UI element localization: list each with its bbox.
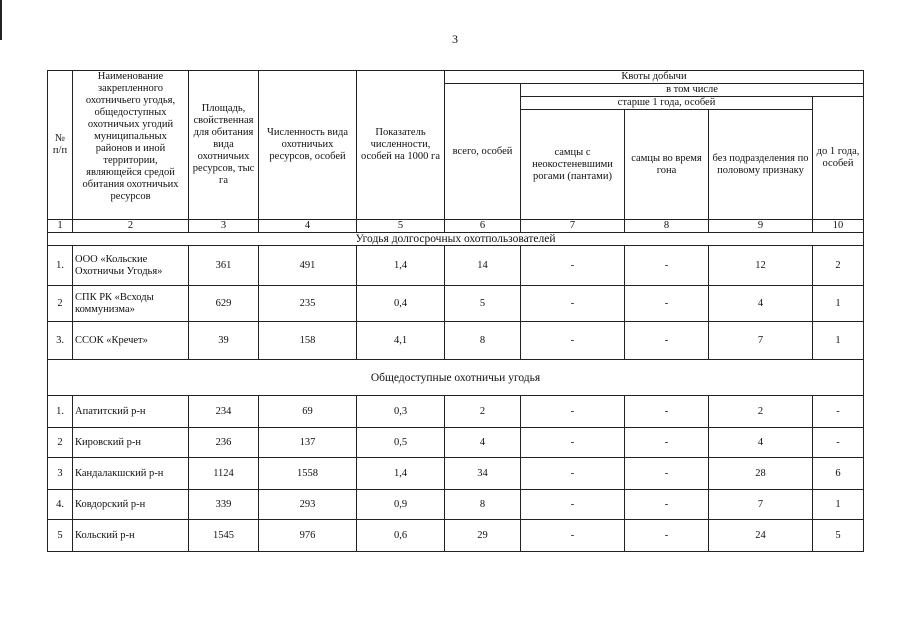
cell-area: 1124 bbox=[189, 458, 259, 490]
cell-count: 293 bbox=[259, 490, 357, 520]
cell-count: 235 bbox=[259, 286, 357, 322]
cell-total: 8 bbox=[445, 490, 521, 520]
cell-young: - bbox=[813, 428, 864, 458]
cell-name: Кировский р-н bbox=[73, 428, 189, 458]
cell-area: 629 bbox=[189, 286, 259, 322]
col-number: 2 bbox=[73, 220, 189, 233]
cell-num: 4. bbox=[48, 490, 73, 520]
cell-name: ССОК «Кречет» bbox=[73, 322, 189, 360]
cell-young: 1 bbox=[813, 322, 864, 360]
header-nosex: без подразделения по половому признаку bbox=[709, 110, 813, 220]
header-count: Численность вида охотничьих ресурсов, особей bbox=[259, 71, 357, 220]
cell-rut: - bbox=[625, 428, 709, 458]
table-row bbox=[48, 246, 864, 286]
scan-edge-mark bbox=[0, 0, 2, 40]
cell-nosex: 2 bbox=[709, 396, 813, 428]
cell-rut: - bbox=[625, 458, 709, 490]
cell-rut: - bbox=[625, 396, 709, 428]
cell-total: 2 bbox=[445, 396, 521, 428]
col-number: 4 bbox=[259, 220, 357, 233]
cell-count: 1558 bbox=[259, 458, 357, 490]
cell-num: 3 bbox=[48, 458, 73, 490]
cell-count: 137 bbox=[259, 428, 357, 458]
cell-density: 4,1 bbox=[357, 322, 445, 360]
col-number: 5 bbox=[357, 220, 445, 233]
cell-nosex: 4 bbox=[709, 428, 813, 458]
col-number: 7 bbox=[521, 220, 625, 233]
col-number: 9 bbox=[709, 220, 813, 233]
cell-rut: - bbox=[625, 322, 709, 360]
cell-total: 5 bbox=[445, 286, 521, 322]
cell-rut: - bbox=[625, 490, 709, 520]
cell-total: 29 bbox=[445, 520, 521, 552]
cell-num: 2 bbox=[48, 428, 73, 458]
cell-antlers: - bbox=[521, 490, 625, 520]
table-row bbox=[48, 428, 864, 458]
column-number-row bbox=[48, 220, 864, 233]
cell-area: 1545 bbox=[189, 520, 259, 552]
cell-young: 6 bbox=[813, 458, 864, 490]
header-density: Показатель численности, особей на 1000 га bbox=[357, 71, 445, 220]
cell-nosex: 4 bbox=[709, 286, 813, 322]
cell-nosex: 7 bbox=[709, 490, 813, 520]
cell-antlers: - bbox=[521, 458, 625, 490]
header-rut: самцы во время гона bbox=[625, 110, 709, 220]
section-title-longterm: Угодья долгосрочных охотпользователей bbox=[48, 233, 864, 246]
cell-area: 39 bbox=[189, 322, 259, 360]
header-quotas: Квоты добычи bbox=[445, 71, 864, 84]
cell-density: 0,3 bbox=[357, 396, 445, 428]
header-name: Наименование закрепленного охотничьего угодья, общедоступных охотничьих угодий муниципальных районов и иной территории, являющейся средой обитания охотничьих ресурсов bbox=[73, 71, 189, 220]
cell-rut: - bbox=[625, 246, 709, 286]
cell-rut: - bbox=[625, 520, 709, 552]
header-total: всего, особей bbox=[445, 84, 521, 220]
cell-area: 234 bbox=[189, 396, 259, 428]
cell-count: 976 bbox=[259, 520, 357, 552]
cell-antlers: - bbox=[521, 396, 625, 428]
cell-young: - bbox=[813, 396, 864, 428]
cell-density: 0,5 bbox=[357, 428, 445, 458]
cell-count: 69 bbox=[259, 396, 357, 428]
col-number: 10 bbox=[813, 220, 864, 233]
header-num: № п/п bbox=[48, 71, 73, 220]
page-number: 3 bbox=[452, 32, 458, 46]
cell-count: 158 bbox=[259, 322, 357, 360]
cell-nosex: 7 bbox=[709, 322, 813, 360]
section-title-public: Общедоступные охотничьи угодья bbox=[48, 360, 864, 396]
cell-count: 491 bbox=[259, 246, 357, 286]
cell-young: 1 bbox=[813, 490, 864, 520]
cell-antlers: - bbox=[521, 246, 625, 286]
header-row-1 bbox=[48, 71, 864, 84]
cell-area: 339 bbox=[189, 490, 259, 520]
cell-area: 361 bbox=[189, 246, 259, 286]
cell-num: 3. bbox=[48, 322, 73, 360]
cell-nosex: 28 bbox=[709, 458, 813, 490]
cell-rut: - bbox=[625, 286, 709, 322]
section-title-row bbox=[48, 233, 864, 246]
cell-density: 0,9 bbox=[357, 490, 445, 520]
table-row bbox=[48, 286, 864, 322]
cell-name: Апатитский р-н bbox=[73, 396, 189, 428]
cell-total: 4 bbox=[445, 428, 521, 458]
cell-antlers: - bbox=[521, 286, 625, 322]
cell-nosex: 24 bbox=[709, 520, 813, 552]
col-number: 3 bbox=[189, 220, 259, 233]
table-row bbox=[48, 458, 864, 490]
table-row bbox=[48, 396, 864, 428]
header-area: Площадь, свойственная для обитания вида охотничьих ресурсов, тыс га bbox=[189, 71, 259, 220]
cell-num: 1. bbox=[48, 396, 73, 428]
cell-total: 34 bbox=[445, 458, 521, 490]
cell-name: СПК РК «Всходы коммунизма» bbox=[73, 286, 189, 322]
cell-num: 1. bbox=[48, 246, 73, 286]
table-row bbox=[48, 520, 864, 552]
cell-young: 5 bbox=[813, 520, 864, 552]
col-number: 6 bbox=[445, 220, 521, 233]
cell-name: ООО «Кольские Охотничьи Угодья» bbox=[73, 246, 189, 286]
cell-name: Ковдорский р-н bbox=[73, 490, 189, 520]
cell-young: 2 bbox=[813, 246, 864, 286]
cell-num: 5 bbox=[48, 520, 73, 552]
header-including: в том числе bbox=[521, 84, 864, 97]
cell-name: Кольский р-н bbox=[73, 520, 189, 552]
table-row bbox=[48, 490, 864, 520]
section-title-row bbox=[48, 360, 864, 396]
cell-antlers: - bbox=[521, 322, 625, 360]
cell-area: 236 bbox=[189, 428, 259, 458]
cell-num: 2 bbox=[48, 286, 73, 322]
table-row bbox=[48, 322, 864, 360]
cell-total: 14 bbox=[445, 246, 521, 286]
cell-young: 1 bbox=[813, 286, 864, 322]
col-number: 8 bbox=[625, 220, 709, 233]
hunting-quota-table bbox=[47, 70, 864, 552]
header-young: до 1 года, особей bbox=[813, 97, 864, 220]
cell-density: 1,4 bbox=[357, 246, 445, 286]
cell-density: 0,4 bbox=[357, 286, 445, 322]
cell-total: 8 bbox=[445, 322, 521, 360]
header-older: старше 1 года, особей bbox=[521, 97, 813, 110]
col-number: 1 bbox=[48, 220, 73, 233]
cell-density: 1,4 bbox=[357, 458, 445, 490]
cell-nosex: 12 bbox=[709, 246, 813, 286]
cell-density: 0,6 bbox=[357, 520, 445, 552]
cell-name: Кандалакшский р-н bbox=[73, 458, 189, 490]
header-antlers: самцы с неокостеневшими рогами (пантами) bbox=[521, 110, 625, 220]
cell-antlers: - bbox=[521, 428, 625, 458]
cell-antlers: - bbox=[521, 520, 625, 552]
